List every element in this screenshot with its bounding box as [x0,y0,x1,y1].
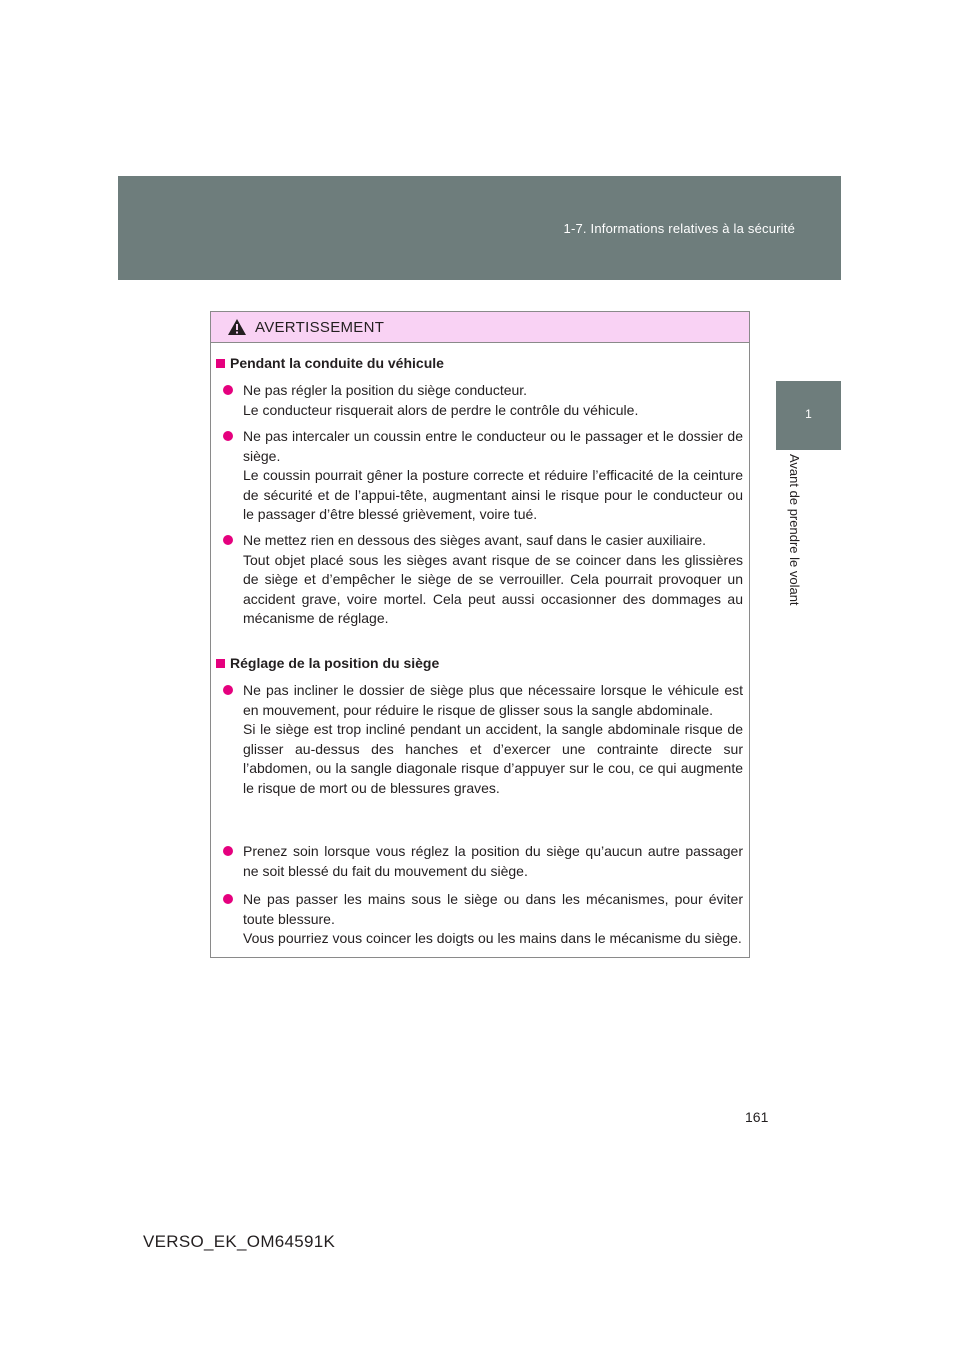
section-heading-text: Pendant la conduite du véhicule [230,355,444,371]
item-paragraph: Le conducteur risquerait alors de perdre le contrôle du véhicule. [243,401,639,418]
warning-title: AVERTISSEMENT [255,319,385,336]
circle-bullet-icon [223,535,233,545]
item-paragraph: Tout objet placé sous les sièges avant risque de se coincer dans les glissières de siège et d’empêcher le siège de se verrouiller. Cela pourrait provoquer un accident grave, voire mortel. Cela peut aussi occasionner des dommages au mécanisme de réglage. [243,551,743,626]
list-item [223,681,743,798]
section-heading-text: Réglage de la position du siège [230,655,440,671]
item-paragraph: Le coussin pourrait gêner la posture correcte et réduire l’efficacité de la ceinture de sécurité et de l’appui-tête, augmentant ainsi le risque pour le conducteur ou le passager d’être blessé grièvement, voire tué. [243,467,743,522]
document-code: VERSO_EK_OM64591K [143,1232,336,1251]
item-paragraph: Si le siège est trop incliné pendant un accident, la sangle abdominale risque de glisser au-dessus des hanches et d’exercer une contrainte directe sur l’abdomen, ou la sangle diagonale risque d’appuyer sur le cou, ce qui augmente le risque de mort ou de blessures graves. [243,721,743,796]
page-number: 161 [745,1109,769,1125]
circle-bullet-icon [223,894,233,904]
square-bullet-icon [216,359,225,368]
item-paragraph: Ne pas régler la position du siège conducteur. [243,382,528,398]
section-heading [216,355,444,371]
item-paragraph: Ne pas intercaler un coussin entre le conducteur ou le passager et le dossier de siège. [243,428,743,464]
header-band [118,176,841,280]
item-paragraph: Ne mettez rien en dessous des sièges avant, sauf dans le casier auxiliaire. [243,532,707,548]
item-paragraph: Vous pourriez vous coincer les doigts ou les mains dans le mécanisme du siège. [243,930,742,946]
list-item [223,427,743,525]
warning-header [211,312,749,343]
section-title: 1-7. Informations relatives à la sécurité [563,221,795,236]
list-item [223,890,743,949]
warning-box [210,311,750,958]
circle-bullet-icon [223,385,233,395]
chapter-label: Avant de prendre le volant [787,454,802,606]
warning-triangle-icon [227,318,247,336]
chapter-tab [776,381,841,450]
chapter-number: 1 [805,407,812,421]
list-item [223,842,743,881]
circle-bullet-icon [223,685,233,695]
circle-bullet-icon [223,846,233,856]
circle-bullet-icon [223,431,233,441]
item-paragraph: Ne pas incliner le dossier de siège plus que nécessaire lorsque le véhicule est en mouvement, pour réduire le risque de glisser sous la sangle abdominale. [243,682,743,718]
square-bullet-icon [216,659,225,668]
list-item [223,531,743,629]
item-paragraph: Prenez soin lorsque vous réglez la position du siège qu’aucun autre passager ne soit blessé du fait du mouvement du siège. [243,843,743,879]
section-heading [216,655,439,671]
item-paragraph: Ne pas passer les mains sous le siège ou dans les mécanismes, pour éviter toute blessure. [243,891,743,927]
list-item [223,381,743,420]
